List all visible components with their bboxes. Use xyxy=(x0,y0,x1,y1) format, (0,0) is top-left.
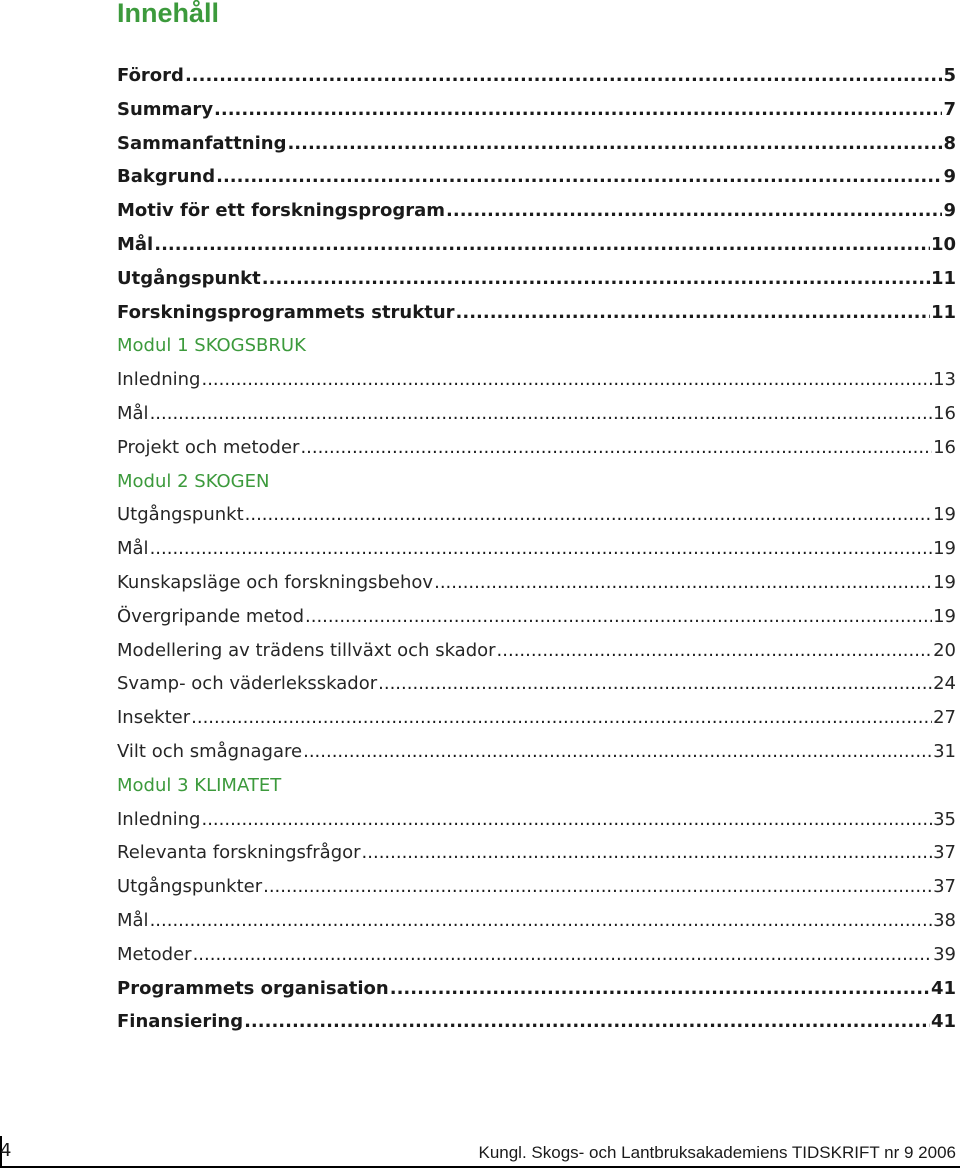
toc-entry-label: Utgångspunkt xyxy=(117,267,261,289)
toc-entry[interactable] xyxy=(117,133,956,167)
toc-entry[interactable] xyxy=(117,741,956,775)
toc-entry-label: Modul 3 KLIMATET xyxy=(117,774,282,796)
toc-entry-label: Sammanfattning xyxy=(117,132,287,154)
toc-page-number: 37 xyxy=(933,876,956,898)
toc-entry[interactable] xyxy=(117,200,956,234)
toc-page-number: 24 xyxy=(933,673,956,695)
toc-dot-leader xyxy=(201,369,932,390)
toc-dot-leader xyxy=(244,1011,930,1032)
toc-dot-leader xyxy=(456,302,930,323)
toc-dot-leader xyxy=(201,809,932,830)
toc-entry-label: Finansiering xyxy=(117,1011,244,1033)
toc-entry-label: Förord xyxy=(117,65,184,86)
toc-entry[interactable] xyxy=(117,910,956,944)
page-title: Innehåll xyxy=(117,0,220,28)
toc-entry-label: Mål xyxy=(117,909,149,931)
toc-entry-label: Svamp- och väderleksskador xyxy=(117,673,378,695)
toc-entry[interactable] xyxy=(117,268,956,302)
toc-dot-leader xyxy=(262,268,930,289)
toc-entry-label: Forskningsprogrammets struktur xyxy=(117,301,455,323)
toc-entry-label: Motiv för ett forskningsprogram xyxy=(117,200,446,222)
toc-page-number: 5 xyxy=(943,65,956,86)
toc-entry-label: Mål xyxy=(117,402,149,424)
toc-entry-label: Modul 2 SKOGEN xyxy=(117,470,270,492)
toc-entry[interactable] xyxy=(117,978,956,1012)
toc-entry[interactable] xyxy=(117,504,956,538)
toc-entry[interactable] xyxy=(117,437,956,471)
toc-entry-label: Mål xyxy=(117,233,154,255)
toc-page-number: 27 xyxy=(933,707,956,729)
toc-dot-leader xyxy=(497,640,933,661)
toc-page-number: 37 xyxy=(933,842,956,864)
toc-entry-label: Vilt och smågnagare xyxy=(117,740,303,762)
toc-entry[interactable] xyxy=(117,99,956,133)
toc-entry[interactable] xyxy=(117,640,956,674)
toc-entry-label: Summary xyxy=(117,98,214,120)
toc-dot-leader xyxy=(362,842,933,863)
toc-section-heading[interactable] xyxy=(117,775,956,809)
toc-dot-leader xyxy=(216,166,942,187)
toc-dot-leader xyxy=(305,606,932,627)
toc-dot-leader xyxy=(300,437,932,458)
toc-dot-leader xyxy=(191,707,932,728)
toc-dot-leader xyxy=(303,741,932,762)
toc-dot-leader xyxy=(150,910,933,931)
toc-dot-leader xyxy=(214,99,942,120)
toc-entry[interactable] xyxy=(117,707,956,741)
toc-dot-leader xyxy=(434,572,932,593)
toc-entry-label: Insekter xyxy=(117,707,191,729)
toc-dot-leader xyxy=(185,65,943,86)
toc-page-number: 41 xyxy=(930,977,956,999)
toc-entry[interactable] xyxy=(117,944,956,978)
toc-page-number: 19 xyxy=(933,605,956,627)
toc-entry-label: Programmets organisation xyxy=(117,977,389,999)
toc-entry[interactable] xyxy=(117,809,956,843)
toc-entry-label: Inledning xyxy=(117,369,201,391)
toc-entry-label: Inledning xyxy=(117,808,201,830)
toc-dot-leader xyxy=(446,200,942,221)
toc-page-number: 16 xyxy=(933,436,956,458)
toc-entry-label: Kunskapsläge och forskningsbehov xyxy=(117,571,434,593)
toc-entry[interactable] xyxy=(117,842,956,876)
toc-page-number: 19 xyxy=(933,504,956,526)
toc-dot-leader xyxy=(150,403,933,424)
toc-page-number: 16 xyxy=(933,402,956,424)
footer-page-number: 4 xyxy=(0,1140,12,1161)
toc-dot-leader xyxy=(378,673,932,694)
toc-entry[interactable] xyxy=(117,538,956,572)
toc-page-number: 9 xyxy=(943,200,956,222)
toc-page-number: 11 xyxy=(930,301,956,323)
toc-page-number: 11 xyxy=(930,267,956,289)
toc-entry-label: Modellering av trädens tillväxt och skador xyxy=(117,639,496,661)
toc-dot-leader xyxy=(150,538,933,559)
toc-entry-label: Metoder xyxy=(117,943,192,965)
toc-dot-leader xyxy=(154,234,930,255)
toc-page-number: 41 xyxy=(930,1011,956,1033)
toc-entry-label: Mål xyxy=(117,538,149,560)
toc-dot-leader xyxy=(193,944,933,965)
toc-entry[interactable] xyxy=(117,1011,956,1045)
toc-page-number: 39 xyxy=(933,943,956,965)
toc-entry[interactable] xyxy=(117,166,956,200)
toc-page-number: 35 xyxy=(933,808,956,830)
toc-entry-label: Utgångspunkter xyxy=(117,876,263,898)
toc-page-number: 9 xyxy=(943,166,956,188)
toc-dot-leader xyxy=(390,978,930,999)
toc-entry[interactable] xyxy=(117,65,956,99)
toc-page-number: 19 xyxy=(933,571,956,593)
toc-page-number: 13 xyxy=(933,369,956,391)
toc-dot-leader xyxy=(245,504,932,525)
toc-page-number: 31 xyxy=(933,740,956,762)
toc-entry-label: Bakgrund xyxy=(117,166,216,188)
toc-entry[interactable] xyxy=(117,302,956,336)
toc-entry[interactable] xyxy=(117,673,956,707)
toc-entry[interactable] xyxy=(117,876,956,910)
toc-page-number: 10 xyxy=(930,233,956,255)
toc-section-heading[interactable] xyxy=(117,335,956,369)
toc-page-number: 38 xyxy=(933,909,956,931)
toc-entry-label: Utgångspunkt xyxy=(117,504,244,526)
toc-entry-label: Projekt och metoder xyxy=(117,436,300,458)
toc-entry-label: Modul 1 SKOGSBRUK xyxy=(117,335,306,357)
toc-entry[interactable] xyxy=(117,403,956,437)
toc-entry-label: Relevanta forskningsfrågor xyxy=(117,842,361,864)
toc-page-number: 20 xyxy=(933,639,956,661)
toc-entry[interactable] xyxy=(117,572,956,606)
toc-entry[interactable] xyxy=(117,369,956,403)
toc-entry[interactable] xyxy=(117,606,956,640)
toc-dot-leader xyxy=(287,133,942,154)
toc-section-heading[interactable] xyxy=(117,471,956,505)
toc-page-number: 7 xyxy=(943,98,956,120)
toc-entry[interactable] xyxy=(117,234,956,268)
table-of-contents xyxy=(117,65,956,1045)
footer-rule xyxy=(0,1166,960,1168)
footer-publication: Kungl. Skogs- och Lantbruksakademiens TIDSKRIFT nr 9 2006 xyxy=(478,1143,956,1162)
toc-page-number: 19 xyxy=(933,538,956,560)
toc-page-number: 8 xyxy=(943,132,956,154)
toc-entry-label: Övergripande metod xyxy=(117,605,304,627)
toc-dot-leader xyxy=(263,876,932,897)
